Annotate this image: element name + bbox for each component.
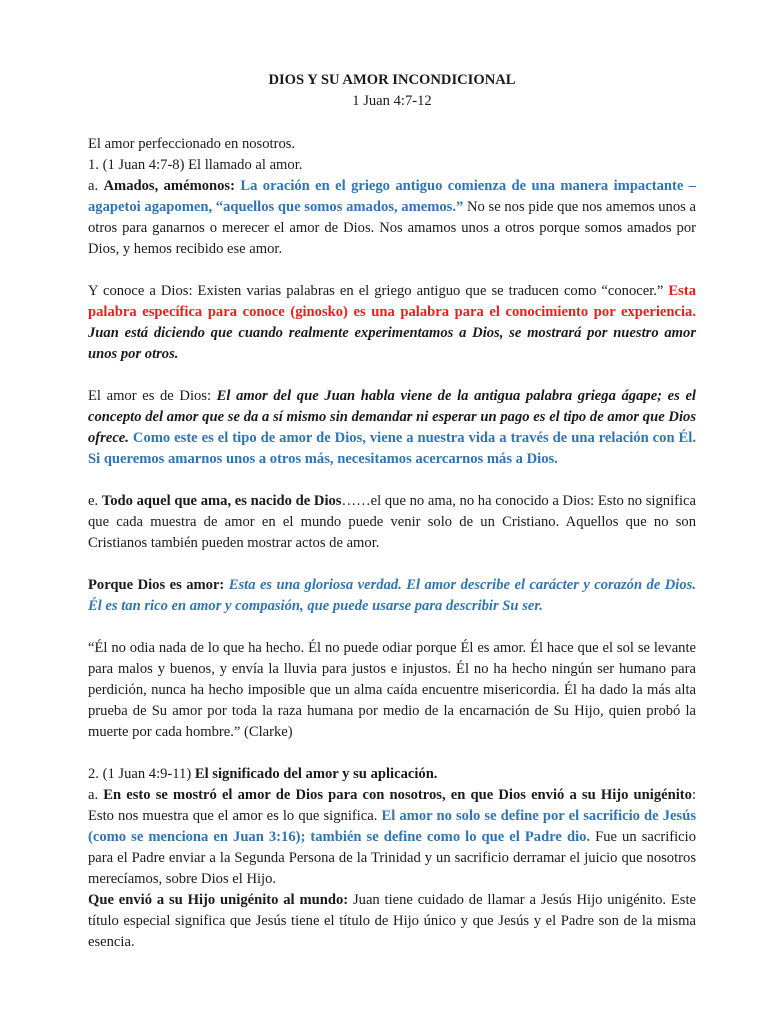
intro-line: El amor perfeccionado en nosotros. bbox=[88, 136, 296, 152]
emphasis-bold: Todo aquel que ama, es nacido de Dios bbox=[101, 493, 342, 509]
emphasis-bold: El significado del amor y su aplicación. bbox=[194, 766, 438, 782]
paragraph-2a: a. En esto se mostró el amor de Dios para con nosotros, en que Dios envió a su Hijo unigénito: Esto nos muestra que el amor es lo que significa. El amor no solo se define por el sacrificio de Jesús (como se menciona en Juan 3:16); también se define como lo que el Padre dio. Fue un sacrificio para el Padre enviar a la Segunda Persona de la Trinidad y un sacrificio derramar el juicio que nosotros merecíamos, sobre Dios el Hijo. bbox=[88, 787, 697, 887]
paragraph-quote: “Él no odia nada de lo que ha hecho. Él no puede odiar porque Él es amor. Él hace que el sol se levante para malos y buenos, y envía la lluvia para justos e injustos. Él no ha hecho ningún ser humano para perdición, nunca ha hecho imposible que un alma caída encuentre misericordia. Él ha dado la más alta prueba de Su amor por toda la raza humana por medio de la encarnación de Su Hijo, quien probó la muerte por cada hombre.” (Clarke) bbox=[88, 640, 696, 740]
highlight-blue: Como este es el tipo de amor de Dios, viene a nuestra vida a través de una relación con Él. Si queremos amarnos unos a otros más, necesitamos acercarnos más a Dios. bbox=[88, 430, 696, 467]
highlight-blue: El amor no solo se define por el sacrificio de Jesús (como se menciona en Juan 3:16); también se define como lo que el Padre dio. bbox=[88, 808, 696, 845]
paragraph-amor-de-dios: El amor es de Dios: El amor del que Juan habla viene de la antigua palabra griega ágape; es el concepto del amor que se da a sí mismo sin demandar ni esperar un pago es el tipo de amor que Dios ofrece. Como este es el tipo de amor de Dios, viene a nuestra vida a través de una relación con Él. Si queremos amarnos unos a otros más, necesitamos acercarnos más a Dios. bbox=[88, 388, 696, 467]
paragraph-a: a. Amados, amémonos: La oración en el griego antiguo comienza de una manera impactante – agapetoi agapomen, “aquellos que somos amados, amemos.” No se nos pide que nos amemos unos a otros para ganarnos o merecer el amor de Dios. Nos amamos unos a otros porque somos amados por Dios, y hemos recibido ese amor. bbox=[88, 178, 696, 257]
emphasis-bold: Amados, amémonos: bbox=[103, 178, 235, 194]
paragraph-porque-dios-es-amor bbox=[88, 575, 696, 617]
emphasis-bold: Que envió a su Hijo unigénito al mundo: bbox=[88, 892, 349, 908]
highlight-blue-italic: Esta es una gloriosa verdad. El amor describe el carácter y corazón de Dios. Él es tan rico en amor y compasión, que puede usarse para describir Su ser. bbox=[88, 577, 696, 614]
emphasis-bold: En esto se mostró el amor de Dios para con nosotros, en que Dios envió a su Hijo unigénito bbox=[103, 787, 692, 803]
paragraph-envio: Que envió a su Hijo unigénito al mundo: Juan tiene cuidado de llamar a Jesús Hijo unigénito. Este título especial significa que Jesús tiene el título de Hijo único y que Jesús y el Padre son de la misma esencia. bbox=[88, 892, 696, 950]
emphasis-bold-italic: El amor del que Juan habla viene de la antigua palabra griega ágape; es el concepto del amor que se da a sí mismo sin demandar ni esperar un pago es el tipo de amor que Dios ofrece. bbox=[88, 388, 696, 446]
emphasis-bold-italic: Juan está diciendo que cuando realmente experimentamos a Dios, se mostrará por nuestro amor unos por otros. bbox=[88, 325, 696, 362]
highlight-red: Esta palabra específica para conoce (ginosko) es una palabra para el conocimiento por experiencia. bbox=[88, 283, 696, 320]
section-heading-1: 1. (1 Juan 4:7-8) El llamado al amor. bbox=[88, 157, 303, 173]
highlight-blue: La oración en el griego antiguo comienza de una manera impactante – agapetoi agapomen, “aquellos que somos amados, amemos.” bbox=[88, 178, 696, 215]
section-heading-2: 2. (1 Juan 4:9-11) El significado del amor y su aplicación. bbox=[88, 766, 438, 782]
paragraph-conoce: Y conoce a Dios: Existen varias palabras en el griego antiguo que se traducen como “conocer.” Esta palabra específica para conoce (ginosko) es una palabra para el conocimiento por experiencia. Juan está diciendo que cuando realmente experimentamos a Dios, se mostrará por nuestro amor unos por otros. bbox=[88, 283, 696, 362]
emphasis-bold: Porque Dios es amor: bbox=[88, 577, 225, 593]
paragraph-e: e. Todo aquel que ama, es nacido de Dios……el que no ama, no ha conocido a Dios: Esto no significa que cada muestra de amor en el mundo puede venir solo de un Cristiano. Aquellos que no son Cristianos también pueden mostrar actos de amor. bbox=[88, 493, 696, 551]
scripture-reference: 1 Juan 4:7-12 bbox=[352, 93, 432, 109]
page-title: DIOS Y SU AMOR INCONDICIONAL bbox=[268, 72, 516, 88]
